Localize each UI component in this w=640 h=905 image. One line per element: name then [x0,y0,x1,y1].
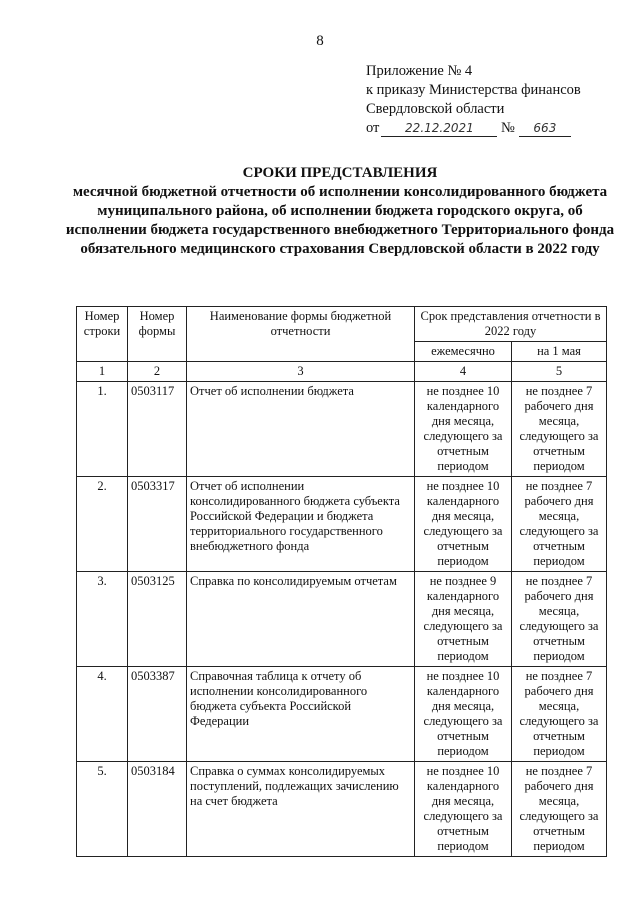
deadline-may1: не позднее 7 рабочего дня месяца, следующего за отчетным периодом [512,477,607,572]
appendix-title: Приложение № 4 [366,63,473,79]
table-row [77,382,607,477]
column-number: 2 [128,362,187,382]
deadline-may1: не позднее 7 рабочего дня месяца, следующего за отчетным периодом [512,762,607,857]
deadline-may1: не позднее 7 рабочего дня месяца, следующего за отчетным периодом [512,382,607,477]
table-row [77,667,607,762]
number-label: № [501,120,515,136]
form-name: Отчет об исполнении консолидированного бюджета субъекта Российской Федерации и бюджета территориального государственного внебюджетного фонда [187,477,415,572]
title-main: СРОКИ ПРЕДСТАВЛЕНИЯ [242,165,438,181]
deadline-may1: не позднее 7 рабочего дня месяца, следующего за отчетным периодом [512,667,607,762]
header-monthly: ежемесячно [415,342,512,362]
deadline-monthly: не позднее 10 календарного дня месяца, следующего за отчетным периодом [415,382,512,477]
reporting-schedule-table [76,306,607,857]
row-number: 4. [77,667,128,762]
deadline-monthly: не позднее 10 календарного дня месяца, следующего за отчетным периодом [415,477,512,572]
form-name: Отчет об исполнении бюджета [187,382,415,477]
form-name: Справка о суммах консолидируемых поступлений, подлежащих зачислению на счет бюджета [187,762,415,857]
form-number: 0503117 [128,382,187,477]
table-row [77,572,607,667]
order-date-number-line [366,119,581,138]
form-number: 0503125 [128,572,187,667]
deadline-monthly: не позднее 10 календарного дня месяца, следующего за отчетным периодом [415,762,512,857]
column-numbers-row [77,362,607,382]
deadline-monthly: не позднее 9 календарного дня месяца, следующего за отчетным периодом [415,572,512,667]
row-number: 2. [77,477,128,572]
deadline-may1: не позднее 7 рабочего дня месяца, следующего за отчетным периодом [512,572,607,667]
form-number: 0503387 [128,667,187,762]
appendix-order-ref: к приказу Министерства финансов [366,82,581,98]
header-row-number: Номер строки [77,307,128,362]
column-number: 3 [187,362,415,382]
column-number: 1 [77,362,128,382]
document-title [60,164,620,259]
deadline-monthly: не позднее 10 календарного дня месяца, следующего за отчетным периодом [415,667,512,762]
table-row [77,477,607,572]
from-label: от [366,120,380,136]
header-form-number: Номер формы [128,307,187,362]
title-subtitle: месячной бюджетной отчетности об исполнении консолидированного бюджета муниципального района, об исполнении бюджета городского округа, об исполнении бюджета государственного внебюджетного Территориального фонда обязательного медицинского страхования Свердловской области в 2022 году [65,184,615,257]
table-row [77,762,607,857]
order-date: 22.12.2021 [381,120,497,137]
header-may1: на 1 мая [512,342,607,362]
page-number: 8 [316,33,324,49]
form-name: Справочная таблица к отчету об исполнении консолидированного бюджета субъекта Российской Федерации [187,667,415,762]
appendix-block [366,62,581,138]
row-number: 3. [77,572,128,667]
order-number: 663 [519,120,571,137]
header-row [77,307,607,342]
appendix-region: Свердловской области [366,101,505,117]
form-name: Справка по консолидируемым отчетам [187,572,415,667]
column-number: 4 [415,362,512,382]
form-number: 0503317 [128,477,187,572]
form-number: 0503184 [128,762,187,857]
row-number: 5. [77,762,128,857]
header-deadline: Срок представления отчетности в 2022 году [415,307,607,342]
row-number: 1. [77,382,128,477]
header-form-name: Наименование формы бюджетной отчетности [187,307,415,362]
column-number: 5 [512,362,607,382]
